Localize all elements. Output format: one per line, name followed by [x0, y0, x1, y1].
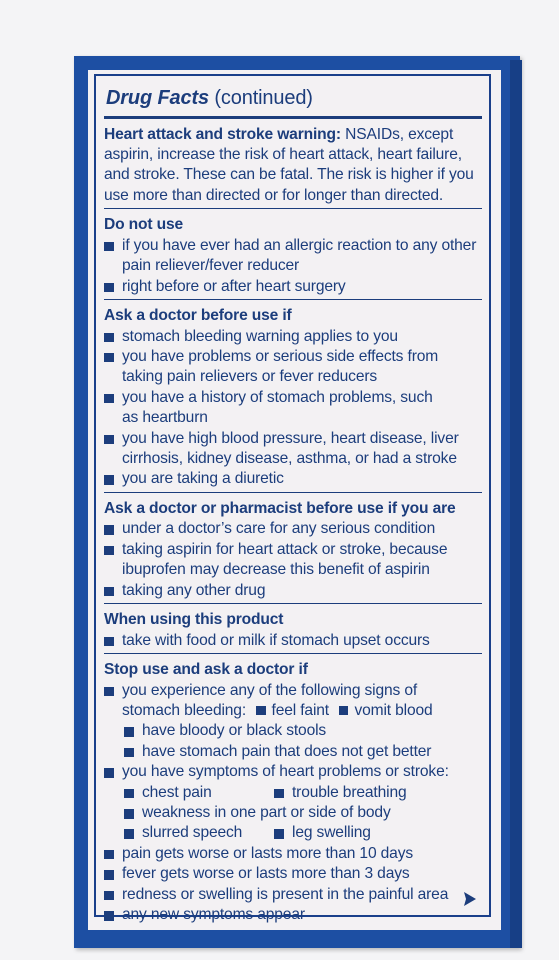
sub-list-item: weakness in one part or side of body — [104, 803, 482, 823]
sub-list-row — [104, 823, 482, 843]
list-item: you experience any of the following signs of stomach bleeding: feel faint vomit blood — [104, 681, 482, 722]
sub-list-item: have stomach pain that does not get better — [104, 742, 482, 762]
list-item: you have high blood pressure, heart disease, liver cirrhosis, kidney disease, asthma, or had a stroke — [104, 429, 482, 470]
list-item: you have a history of stomach problems, such as heartburn — [104, 388, 482, 429]
stop-use-section — [104, 660, 482, 925]
sub-list-item: trouble breathing — [274, 783, 407, 803]
title-sub: (continued) — [214, 87, 313, 109]
section-divider — [104, 603, 482, 604]
package-side-edge — [510, 60, 522, 948]
sub-list-row — [104, 783, 482, 803]
stop-use-heading: Stop use and ask a doctor if — [104, 661, 308, 679]
section-divider — [104, 653, 482, 654]
list-item: under a doctor’s care for any serious condition — [104, 519, 482, 539]
when-using-heading: When using this product — [104, 611, 284, 629]
list-item: taking any other drug — [104, 581, 482, 601]
heart-warning-line: aspirin, increase the risk of heart attack, heart failure, — [104, 145, 462, 163]
list-item: you have problems or serious side effects from taking pain relievers or fever reducers — [104, 347, 482, 388]
section-divider — [104, 208, 482, 209]
list-item: stomach bleeding warning applies to you — [104, 327, 482, 347]
title-main: Drug Facts — [106, 87, 209, 109]
sub-list-item: slurred speech — [142, 823, 274, 843]
do-not-use-heading: Do not use — [104, 216, 184, 234]
arrow-right-icon — [463, 891, 477, 907]
title-divider — [104, 116, 482, 119]
bullet-icon — [339, 706, 349, 716]
heart-warning-section — [104, 125, 482, 207]
list-item: you are taking a diuretic — [104, 469, 482, 489]
list-item: fever gets worse or lasts more than 3 days — [104, 864, 482, 884]
list-item: any new symptoms appear — [104, 905, 482, 925]
sub-list-item: have bloody or black stools — [104, 721, 482, 741]
list-item: take with food or milk if stomach upset occurs — [104, 631, 482, 651]
bullet-icon — [256, 706, 266, 716]
ask-pharmacist-section — [104, 499, 482, 601]
list-item: taking aspirin for heart attack or stroke, because ibuprofen may decrease this benefit of aspirin — [104, 540, 482, 581]
when-using-section — [104, 610, 482, 651]
sub-list-item: chest pain — [142, 783, 274, 803]
list-item: pain gets worse or lasts more than 10 days — [104, 844, 482, 864]
ask-pharmacist-heading: Ask a doctor or pharmacist before use if you are — [104, 499, 456, 517]
ask-doctor-heading: Ask a doctor before use if — [104, 307, 292, 325]
list-item: you have symptoms of heart problems or stroke: — [104, 762, 482, 782]
list-item: if you have ever had an allergic reaction to any other pain reliever/fever reducer — [104, 236, 482, 277]
ask-doctor-section — [104, 306, 482, 490]
heart-warning-text: NSAIDs, except — [345, 125, 454, 143]
list-item: right before or after heart surgery — [104, 277, 482, 297]
heart-warning-line: and stroke. These can be fatal. The risk is higher if you — [104, 166, 474, 184]
section-divider — [104, 492, 482, 493]
section-divider — [104, 299, 482, 300]
drug-facts-content — [104, 84, 482, 925]
do-not-use-section — [104, 215, 482, 297]
heart-warning-heading: Heart attack and stroke warning: — [104, 125, 341, 143]
sub-list-item: leg swelling — [274, 823, 371, 843]
drug-facts-title — [106, 86, 482, 110]
heart-warning-line: use more than directed or for longer than directed. — [104, 186, 444, 204]
list-item: redness or swelling is present in the painful area — [104, 885, 482, 905]
